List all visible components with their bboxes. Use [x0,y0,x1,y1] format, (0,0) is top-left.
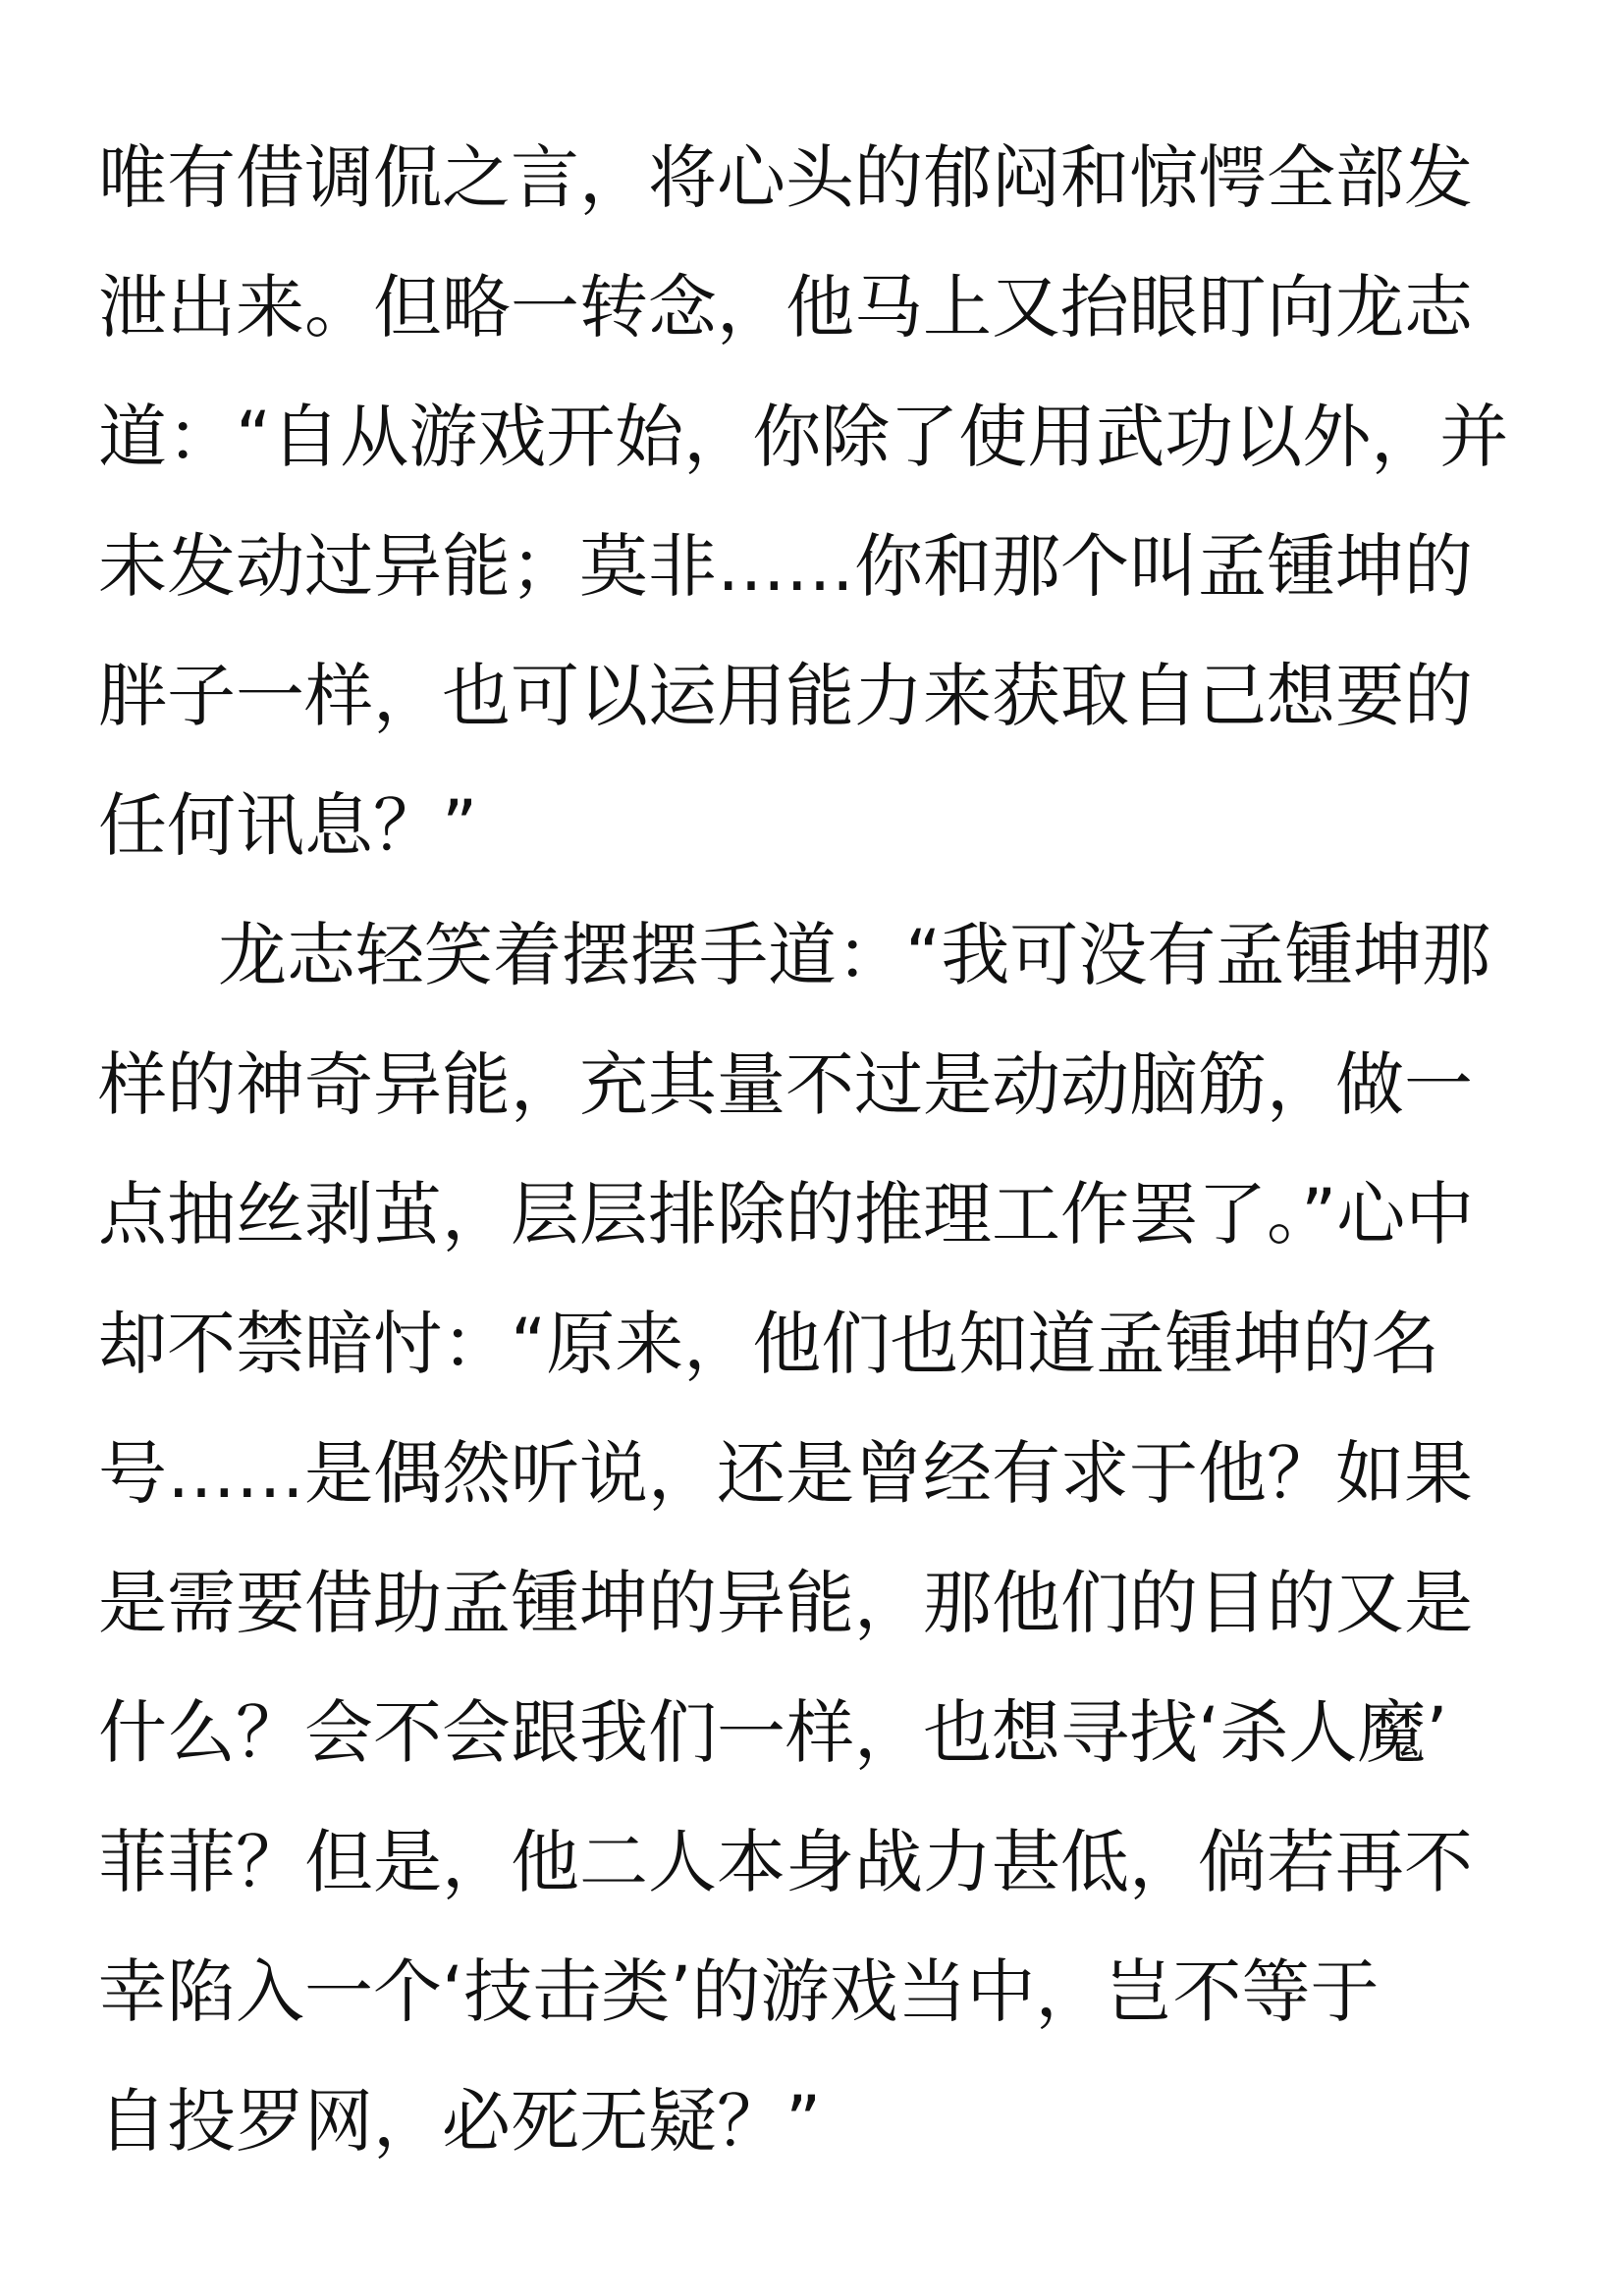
paragraph-first-line: 龙志轻笑着摆摆手道：“我可没有孟锺坤那 [218,915,1491,995]
text-line: 什么？会不会跟我们一样，也想寻找‘杀人魔’ [98,1692,1448,1773]
text-line: 是需要借助孟锺坤的异能，那他们的目的又是 [98,1563,1473,1643]
text-line: 任何讯息？” [98,785,478,866]
text-line: 菲菲？但是，他二人本身战力甚低，倘若再不 [98,1822,1473,1902]
text-line: 自投罗网，必死无疑？” [98,2081,822,2162]
text-line: 胖子一样，也可以运用能力来获取自己想要的 [98,656,1473,736]
body-text [98,113,1532,2186]
text-line: 泄出来。但略一转念，他马上又抬眼盯向龙志 [98,267,1473,347]
text-line: 未发动过异能；莫非……你和那个叫孟锺坤的 [98,526,1473,607]
text-line: 点抽丝剥茧，层层排除的推理工作罢了。”心中 [98,1174,1475,1255]
text-line: 幸陷入一个‘技击类’的游戏当中，岂不等于 [98,1951,1380,2032]
text-line: 道：“自从游戏开始，你除了使用武功以外，并 [98,397,1509,477]
text-line: 样的神奇异能，充其量不过是动动脑筋，做一 [98,1044,1473,1125]
text-line: 却不禁暗忖：“原来，他们也知道孟锺坤的名 [98,1304,1440,1384]
text-line: 唯有借调侃之言，将心头的郁闷和惊愕全部发 [98,137,1473,218]
text-line: 号……是偶然听说，还是曾经有求于他？如果 [98,1433,1473,1514]
